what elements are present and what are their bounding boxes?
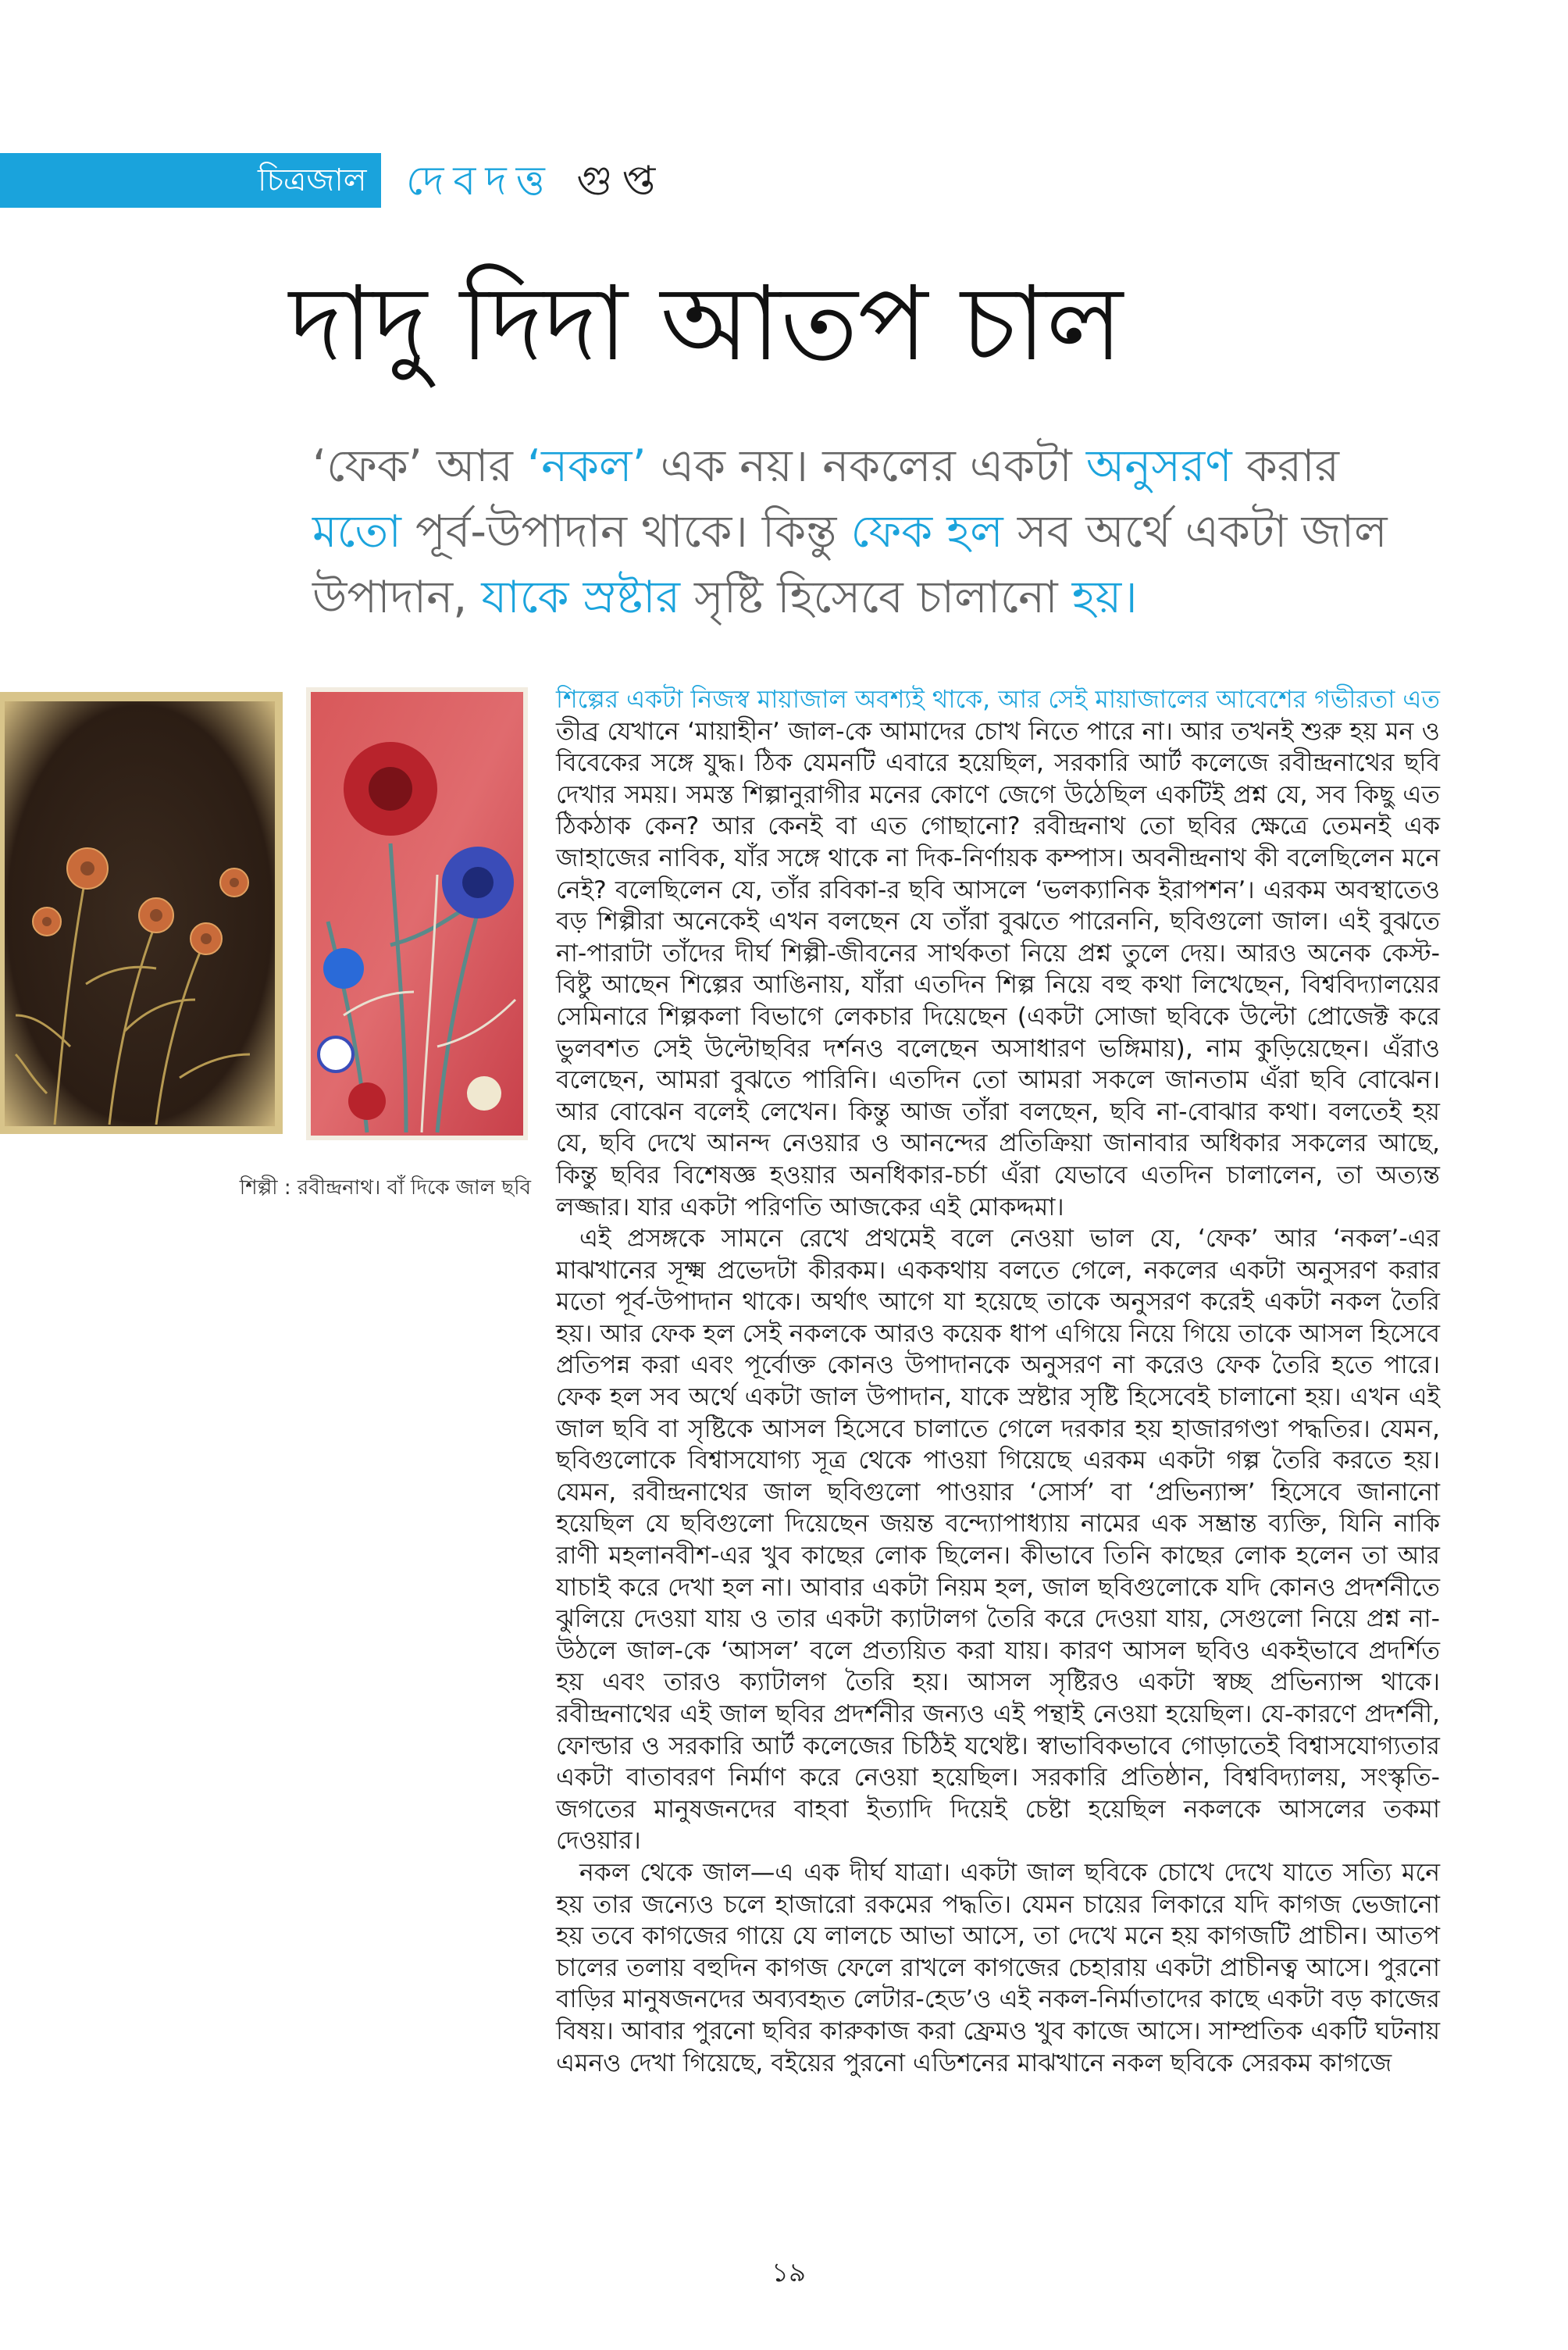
deck-text: ‘ফেক’ <box>312 440 422 492</box>
deck-text: পূর্ব-উপাদান থাকে। কিন্তু <box>401 506 851 558</box>
paragraph-text: তীব্র যেখানে ‘মায়াহীন’ জাল-কে আমাদের চোখ নিতে পারে না। আর তখনই শুরু হয় মন ও বিবেকের সঙ্গে যুদ্ধ। ঠিক যেমনটি এবারে হয়েছিল, সরকারি আর্ট কলেজে রবীন্দ্রনাথের ছবি দেখার সময়। সমস্ত শিল্পানুরাগীর মনের কোণে জেগে উঠেছিল একটিই প্রশ্ন যে, সব কিছু এত ঠিকঠাক কেন? আর কেনই বা এত গোছানো? রবীন্দ্রনাথ তো ছবির ক্ষেত্রে তেমনই এক জাহাজের নাবিক, যাঁর সঙ্গে থাকে না দিক-নির্ণায়ক কম্পাস। অবনীন্দ্রনাথ কী বলেছিলেন মনে নেই? বলেছিলেন যে, তাঁর রবিকা-র ছবি আসলে ‘ভলক্যানিক ইরাপশন’। এরকম অবস্থাতেও বড় শিল্পীরা অনেকেই এখন বলছেন যে তাঁরা বুঝতে পারেননি, ছবিগুলো জাল। এই বুঝতে না-পারাটা তাঁদের দীর্ঘ শিল্পী-জীবনের সার্থকতা নিয়ে প্রশ্ন তুলে দেয়। আরও অনেক কেস্ট-বিষ্টু আছেন শিল্পের আঙিনায়, যাঁরা এতদিন শিল্প নিয়ে বহু কথা লিখেছেন, বিশ্ববিদ্যালয়ের সেমিনারে শিল্পকলা বিভাগে লেকচার দিয়েছেন (একটা সোজা ছবিকে উল্টো প্রোজেক্ট করে ভুলবশত সেই উল্টোছবির দর্শনও বলেছেন অসাধারণ ভঙ্গিমায়), নাম কুড়িয়েছেন। এঁরাও বলেছেন, আমরা বুঝতে পারিনি। এতদিন তো আমরা সকলে জানতাম এঁরা ছবি বোঝেন। আর বোঝেন বলেই লেখেন। কিন্তু আজ তাঁরা বলছেন, ছবি না-বোঝার কথা। বলতেই হয় যে, ছবি দেখে আনন্দ নেওয়ার ও আনন্দের প্রতিক্রিয়া জানাবার অধিকার সকলের আছে, কিন্তু ছবির বিশেষজ্ঞ হওয়ার অনধিকার-চর্চা এঁরা যেভাবে এতদিন চালালেন, তা অত্যন্ত লজ্জার। যার একটা পরিণতি আজকের এই মোকদ্দমা। <box>556 717 1440 1221</box>
deck-highlight: অনুসরণ <box>1085 440 1232 492</box>
page-number: ১৯ <box>771 2257 807 2288</box>
deck-text: এক নয়। নকলের একটা <box>646 440 1086 492</box>
painting-pair <box>0 687 528 1140</box>
deck-highlight: ‘নকল’ <box>527 440 647 492</box>
deck-highlight: হয়। <box>1071 572 1138 623</box>
deck-text: সব অর্থে একটা জাল উপাদান, <box>312 506 1388 623</box>
deck-highlight: মতো <box>312 506 401 558</box>
body-paragraph-2: এই প্রসঙ্গকে সামনে রেখে প্রথমেই বলে নেওয়া ভাল যে, ‘ফেক’ আর ‘নকল’-এর মাঝখানের সূক্ষ্ম প্রভেদটা কীরকম। এককথায় বলতে গেলে, নকলের একটা অনুসরণ করার মতো পূর্ব-উপাদান থাকে। অর্থাৎ আগে যা হয়েছে তাকে অনুসরণ করেই একটা নকল তৈরি হয়। আর ফেক হল সেই নকলকে আরও কয়েক ধাপ এগিয়ে নিয়ে গিয়ে তাকে আসল হিসেবে প্রতিপন্ন করা এবং পূর্বোক্ত কোনও উপাদানকে অনুসরণ না করেও ফেক তৈরি হতে পারে। ফেক হল সব অর্থে একটা জাল উপাদান, যাকে স্রষ্টার সৃষ্টি হিসেবেই চালানো হয়। এখন এই জাল ছবি বা সৃষ্টিকে আসল হিসেবে চালাতে গেলে দরকার হয় হাজারগণ্ডা পদ্ধতির। যেমন, ছবিগুলোকে বিশ্বাসযোগ্য সূত্র থেকে পাওয়া গিয়েছে এরকম একটা গল্প তৈরি করতে হয়। যেমন, রবীন্দ্রনাথের জাল ছবিগুলো পাওয়ার ‘সোর্স’ বা ‘প্রভিন্যান্স’ হিসেবে জানানো হয়েছিল যে ছবিগুলো দিয়েছেন জয়ন্ত বন্দ্যোপাধ্যায় নামের এক সম্ভ্রান্ত ব্যক্তি, যিনি নাকি রাণী মহলানবীশ-এর খুব কাছের লোক ছিলেন। কীভাবে তিনি কাছের লোক হলেন তা আর যাচাই করে দেখা হল না। আবার একটা নিয়ম হল, জাল ছবিগুলোকে যদি কোনও প্রদর্শনীতে ঝুলিয়ে দেওয়া যায় ও তার একটা ক্যাটালগ তৈরি করে দেওয়া যায়, সেগুলো নিয়ে প্রশ্ন না-উঠলে জাল-কে ‘আসল’ বলে প্রত্যয়িত করা যায়। কারণ আসল ছবিও একইভাবে প্রদর্শিত হয় এবং তারও ক্যাটালগ তৈরি হয়। আসল সৃষ্টিরও একটা স্বচ্ছ প্রভিন্যান্স থাকে। রবীন্দ্রনাথের এই জাল ছবির প্রদর্শনীর জন্যও এই পন্থাই নেওয়া হয়েছিল। যে-কারণে প্রদর্শনী, ফোল্ডার ও সরকারি আর্ট কলেজের চিঠিই যথেষ্ট। স্বাভাবিকভাবে গোড়াতেই বিশ্বাসযোগ্যতার একটা বাতাবরণ নির্মাণ করে নেওয়া হয়েছিল। সরকারি প্রতিষ্ঠান, বিশ্ববিদ্যালয়, সংস্কৃতি-জগতের মানুষজনদের বাহবা ইত্যাদি দিয়েই চেষ্টা হয়েছিল নকলকে আসলের তকমা দেওয়ার। <box>556 1225 1440 1856</box>
body-paragraph-1 <box>556 684 1440 1223</box>
deck-highlight: যাকে স্রষ্টার <box>481 572 680 623</box>
deck-text: আর <box>422 440 527 492</box>
author-last-name: গুপ্ত <box>576 158 665 205</box>
body-paragraph-3: নকল থেকে জাল—এ এক দীর্ঘ যাত্রা। একটা জাল ছবিকে চোখে দেখে যাতে সত্যি মনে হয় তার জন্যেও চলে হাজারো রকমের পদ্ধতি। যেমন চায়ের লিকারে যদি কাগজ ভেজানো হয় তবে কাগজের গায়ে যে লালচে আভা আসে, তা দেখে মনে হয় কাগজটি প্রাচীন। আতপ চালের তলায় বহুদিন কাগজ ফেলে রাখলে কাগজের চেহারায় একটা প্রাচীনত্ব আসে। পুরনো বাড়ির মানুষজনদের অব্যবহৃত লেটার-হেড’ও এই নকল-নির্মাতাদের কাছে একটা বড় কাজের বিষয়। আবার পুরনো ছবির কারুকাজ করা ফ্রেমও খুব কাজে আসে। সাম্প্রতিক একটি ঘটনায় এমনও দেখা গিয়েছে, বইয়ের পুরনো এডিশনের মাঝখানে নকল ছবিকে সেরকম কাগজে <box>556 1858 1440 2077</box>
lead-in-text: শিল্পের একটা নিজস্ব মায়াজাল অবশ্যই থাকে, আর সেই মায়াজালের আবেশের গভীরতা এত <box>556 686 1440 714</box>
figure-caption: শিল্পী : রবীন্দ্রনাথ। বাঁ দিকে জাল ছবি <box>239 1176 531 1200</box>
article-figure <box>0 687 528 1140</box>
author-first-name: দেবদত্ত <box>406 158 554 205</box>
section-label: চিত্রজাল <box>258 162 367 198</box>
article-deck <box>312 433 1421 630</box>
article-body <box>556 684 1440 2079</box>
deck-text: করার <box>1231 440 1339 492</box>
article-title: দাদু দিদা আতপ চাল <box>289 264 1124 384</box>
deck-text: সৃষ্টি হিসেবে চালানো <box>679 572 1072 623</box>
fake-painting <box>0 692 283 1134</box>
deck-highlight: ফেক হল <box>850 506 1003 558</box>
author-byline <box>406 153 665 209</box>
original-painting <box>306 687 528 1140</box>
